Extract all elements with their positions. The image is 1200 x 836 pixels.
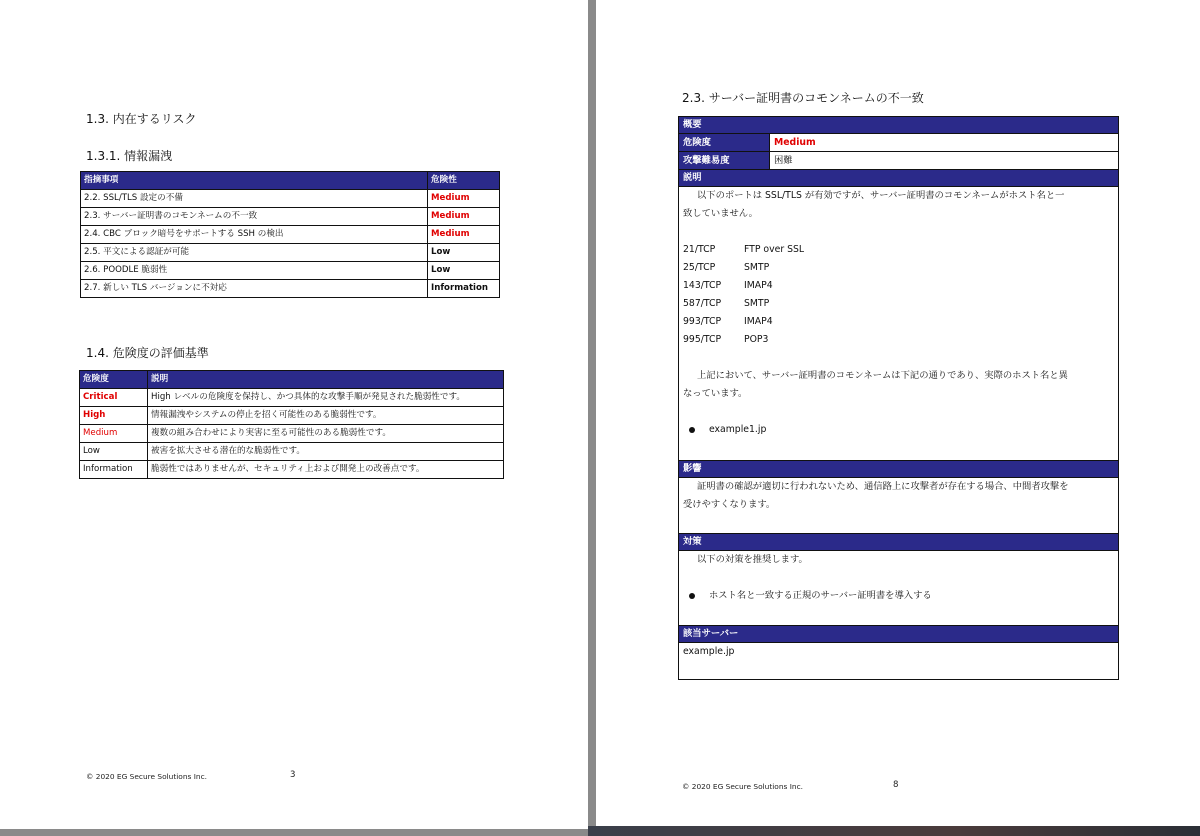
overview-header: 概要 [679,117,1118,134]
finding-item: 2.2. SSL/TLS 設定の不備 [81,190,428,208]
port-number: 587/TCP [683,298,722,309]
description-text: 以下のポートは SSL/TLS が有効ですが、サーバー証明書のコモンネームがホスト名と一 [697,190,1065,201]
measures-section [679,551,1118,626]
table-row [80,461,504,479]
finding-item: 2.3. サーバー証明書のコモンネームの不一致 [81,208,428,226]
finding-risk: Low [428,262,500,280]
server-value: example.jp [683,646,735,657]
port-service: IMAP4 [744,280,773,291]
criteria-description: High レベルの危険度を保持し、かつ具体的な攻撃手順が発見された脆弱性です。 [148,389,504,407]
port-service: FTP over SSL [744,244,805,255]
table-row [81,226,500,244]
description-text: 致していません。 [683,208,758,219]
page-number: 3 [290,770,296,780]
port-row [683,331,1114,349]
finding-detail-table [678,116,1119,680]
finding-risk: Medium [428,190,500,208]
table-row [81,208,500,226]
bullet-text: ホスト名と一致する正規のサーバー証明書を導入する [709,590,932,601]
finding-risk: Medium [428,208,500,226]
page-footer: © 2020 EG Secure Solutions Inc. [86,772,207,781]
table-row [80,407,504,425]
servers-section [679,643,1118,680]
criteria-level: Low [80,443,148,461]
criteria-description: 複数の組み合わせにより実害に至る可能性のある脆弱性です。 [148,425,504,443]
port-number: 21/TCP [683,244,716,255]
list-item [683,421,1114,439]
port-row [683,259,1114,277]
port-service: IMAP4 [744,316,773,327]
table-row [81,190,500,208]
table-header-row [81,172,500,190]
port-row [683,295,1114,313]
criteria-table [79,370,504,479]
criteria-level: High [80,407,148,425]
severity-value: Medium [774,137,816,148]
port-row [683,241,1114,259]
severity-label: 危険度 [679,134,770,151]
finding-item: 2.7. 新しい TLS バージョンに不対応 [81,280,428,298]
impact-text: 証明書の確認が適切に行われないため、通信路上に攻撃者が存在する場合、中間者攻撃を [697,481,1069,492]
section-heading-1-3-1: 1.3.1. 情報漏洩 [86,149,173,163]
port-service: SMTP [744,298,770,309]
servers-header: 該当サーバー [679,626,1118,643]
impact-text: 受けやすくなります。 [683,499,776,510]
measures-header: 対策 [679,534,1118,551]
section-heading-1-4: 1.4. 危険度の評価基準 [86,346,209,360]
port-number: 995/TCP [683,334,722,345]
finding-item: 2.5. 平文による認証が可能 [81,244,428,262]
page-number: 8 [893,780,899,790]
finding-item: 2.4. CBC ブロック暗号をサポートする SSH の検出 [81,226,428,244]
table-row [81,244,500,262]
bullet-text: example1.jp [709,424,767,435]
port-number: 993/TCP [683,316,722,327]
table-row [81,280,500,298]
finding-risk: Information [428,280,500,298]
port-number: 143/TCP [683,280,722,291]
difficulty-value: 困難 [774,155,793,166]
finding-risk: Low [428,244,500,262]
finding-item: 2.6. POODLE 脆弱性 [81,262,428,280]
description-section [679,187,1118,461]
bullet-icon [689,593,695,599]
description-text: なっています。 [683,388,748,399]
criteria-level: Information [80,461,148,479]
difficulty-row [679,152,1118,170]
criteria-level: Medium [80,425,148,443]
criteria-level: Critical [80,389,148,407]
port-row [683,313,1114,331]
column-header-description: 説明 [148,371,504,389]
port-service: SMTP [744,262,770,273]
table-row [80,389,504,407]
impact-header: 影響 [679,461,1118,478]
finding-risk: Medium [428,226,500,244]
criteria-description: 情報漏洩やシステムの停止を招く可能性のある脆弱性です。 [148,407,504,425]
table-row [80,443,504,461]
port-number: 25/TCP [683,262,716,273]
criteria-description: 被害を拡大させる潜在的な脆弱性です。 [148,443,504,461]
table-row [81,262,500,280]
page-footer: © 2020 EG Secure Solutions Inc. [682,782,803,791]
bullet-icon [689,427,695,433]
severity-row [679,134,1118,152]
list-item [683,587,1114,605]
section-heading-1-3: 1.3. 内在するリスク [86,112,197,126]
column-header-risk: 危険性 [428,172,500,190]
column-header-item: 指摘事項 [81,172,428,190]
criteria-description: 脆弱性ではありませんが、セキュリティ上および開発上の改善点です。 [148,461,504,479]
description-header: 説明 [679,170,1118,187]
port-service: POP3 [744,334,769,345]
port-row [683,277,1114,295]
column-header-level: 危険度 [80,371,148,389]
table-row [80,425,504,443]
section-heading-2-3: 2.3. サーバー証明書のコモンネームの不一致 [682,91,924,105]
impact-section [679,478,1118,534]
document-page-3 [0,0,588,829]
viewer-background-strip [588,826,1200,836]
measures-text: 以下の対策を推奨します。 [697,554,808,565]
document-page-8 [596,0,1200,826]
findings-table [80,171,500,298]
difficulty-label: 攻撃難易度 [679,152,770,169]
table-header-row [80,371,504,389]
description-text: 上記において、サーバー証明書のコモンネームは下記の通りであり、実際のホスト名と異 [697,370,1068,381]
